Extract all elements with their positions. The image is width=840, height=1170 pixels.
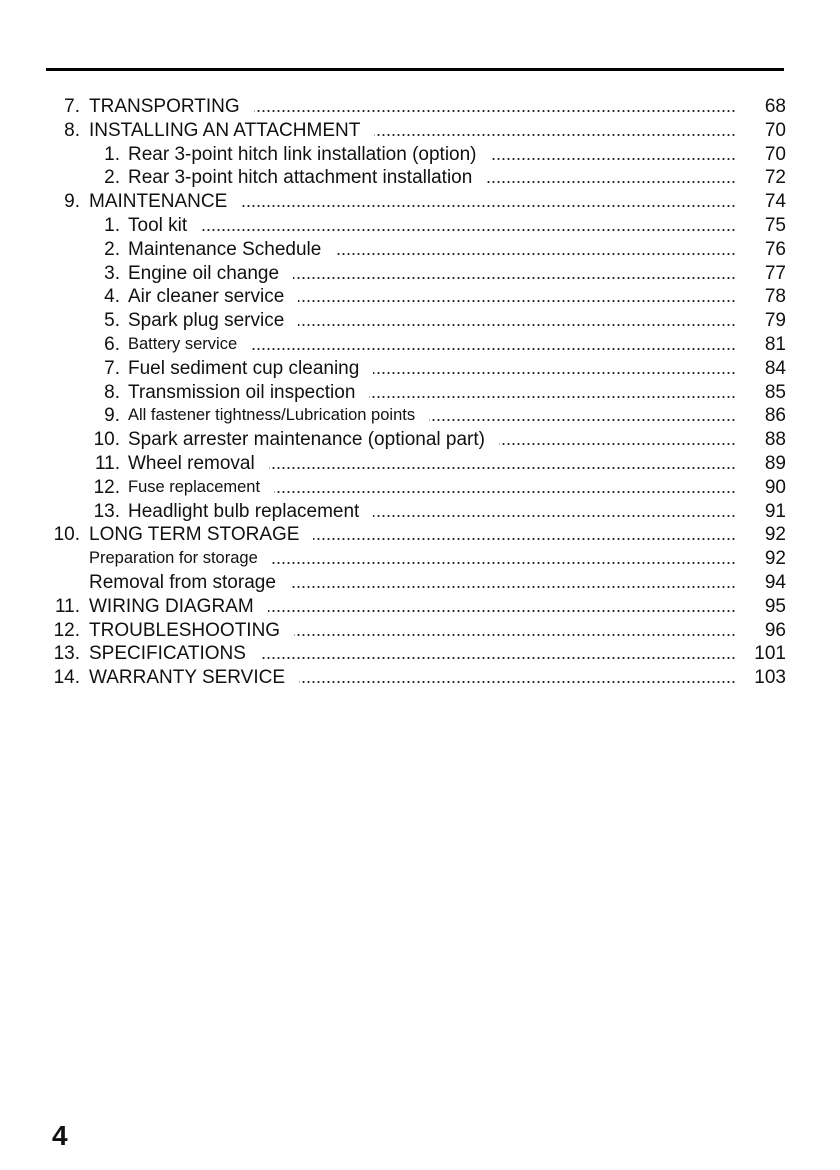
- toc-entry: [0, 333, 840, 357]
- toc-entry-title: All fastener tightness/Lubrication points: [128, 406, 416, 425]
- toc-entry-page: 90: [764, 476, 786, 498]
- dot-leader: [429, 418, 736, 422]
- toc-entry: [0, 428, 840, 452]
- toc-entry-number: 12.: [53, 619, 80, 641]
- toc-entry-title: Wheel removal: [128, 452, 255, 474]
- toc-entry-number: 4.: [104, 286, 120, 308]
- toc-entry-number: 13.: [93, 500, 120, 522]
- toc-entry-title: WIRING DIAGRAM: [89, 595, 254, 617]
- toc-entry-number: 13.: [53, 643, 80, 665]
- dot-leader: [294, 633, 736, 637]
- toc-entry-title: SPECIFICATIONS: [89, 643, 246, 665]
- toc-entry-title: Air cleaner service: [128, 286, 285, 308]
- dot-leader: [268, 609, 736, 613]
- toc-entry: [0, 595, 840, 619]
- dot-leader: [486, 180, 736, 184]
- toc-entry-title: Preparation for storage: [89, 549, 258, 568]
- header-rule: [46, 68, 784, 71]
- toc-entry: [0, 190, 840, 214]
- toc-entry-number: 14.: [53, 667, 80, 689]
- toc-entry-page: 79: [764, 310, 786, 332]
- toc-entry-page: 70: [764, 119, 786, 141]
- toc-entry-page: 103: [754, 667, 786, 689]
- dot-leader: [274, 490, 736, 494]
- dot-leader: [374, 133, 736, 137]
- toc-entry-number: 3.: [104, 262, 120, 284]
- toc-entry-page: 81: [764, 333, 786, 355]
- dot-leader: [272, 561, 736, 565]
- dot-leader: [369, 395, 736, 399]
- toc-entry-title: Transmission oil inspection: [128, 381, 356, 403]
- toc-entry: [0, 547, 840, 571]
- toc-entry-title: Rear 3-point hitch link installation (option): [128, 143, 477, 165]
- dot-leader: [241, 204, 736, 208]
- toc-entry: [0, 262, 840, 286]
- toc-entry-title: Tool kit: [128, 214, 188, 236]
- toc-entry: [0, 619, 840, 643]
- toc-entry: [0, 95, 840, 119]
- toc-entry-number: 11.: [54, 595, 80, 617]
- dot-leader: [254, 109, 736, 113]
- dot-leader: [299, 680, 736, 684]
- toc-entry-title: Spark plug service: [128, 310, 285, 332]
- toc-entry: [0, 119, 840, 143]
- toc-entry-title: TRANSPORTING: [89, 96, 240, 117]
- dot-leader: [298, 299, 736, 303]
- toc-entry: [0, 666, 840, 690]
- dot-leader: [269, 466, 736, 470]
- toc-entry-number: 7.: [104, 357, 120, 379]
- toc-entry-number: 9.: [64, 191, 80, 213]
- page-number: 4: [52, 1120, 68, 1151]
- toc-entry-title: Removal from storage: [89, 571, 276, 593]
- toc-entry: [0, 476, 840, 500]
- toc-entry-page: 78: [764, 286, 786, 308]
- toc-entry: [0, 309, 840, 333]
- toc-entry: [0, 452, 840, 476]
- table-of-contents: [0, 95, 840, 690]
- dot-leader: [298, 323, 736, 327]
- toc-entry: [0, 381, 840, 405]
- dot-leader: [260, 656, 736, 660]
- toc-entry-number: 2.: [104, 167, 120, 189]
- toc-entry-title: Headlight bulb replacement: [128, 500, 360, 522]
- dot-leader: [201, 228, 736, 232]
- dot-leader: [373, 371, 736, 375]
- dot-leader: [290, 585, 736, 589]
- toc-entry: [0, 166, 840, 190]
- toc-entry-page: 89: [764, 452, 786, 474]
- toc-entry: [0, 500, 840, 524]
- toc-entry: [0, 642, 840, 666]
- toc-entry-number: 12.: [93, 476, 120, 498]
- toc-entry-page: 74: [764, 191, 786, 213]
- toc-entry-title: Fuse replacement: [128, 477, 261, 496]
- toc-entry-number: 10.: [93, 429, 120, 451]
- toc-entry: [0, 214, 840, 238]
- toc-entry-page: 94: [764, 571, 786, 593]
- toc-entry-page: 96: [764, 619, 786, 641]
- toc-entry-number: 9.: [104, 405, 120, 427]
- toc-entry-title: TROUBLESHOOTING: [89, 619, 281, 641]
- toc-entry-title: Battery service: [128, 334, 238, 353]
- toc-entry-page: 92: [764, 548, 786, 570]
- toc-entry-number: 1.: [104, 143, 120, 165]
- toc-entry-number: 10.: [53, 524, 80, 546]
- toc-entry-page: 101: [754, 643, 786, 665]
- toc-entry-number: 7.: [64, 96, 80, 117]
- toc-entry-page: 86: [764, 405, 786, 427]
- toc-entry-page: 75: [764, 214, 786, 236]
- dot-leader: [251, 347, 736, 351]
- toc-entry-number: 5.: [104, 310, 120, 332]
- toc-entry-page: 92: [764, 524, 786, 546]
- dot-leader: [491, 157, 736, 161]
- toc-entry-page: 76: [764, 238, 786, 260]
- toc-entry: [0, 523, 840, 547]
- toc-entry-page: 85: [764, 381, 786, 403]
- toc-entry-title: Maintenance Schedule: [128, 238, 322, 260]
- toc-entry-page: 70: [764, 143, 786, 165]
- toc-entry-title: Engine oil change: [128, 262, 280, 284]
- toc-entry-title: LONG TERM STORAGE: [89, 524, 300, 546]
- toc-entry-title: Fuel sediment cup cleaning: [128, 357, 360, 379]
- toc-entry-page: 68: [764, 96, 786, 117]
- toc-entry-page: 88: [764, 429, 786, 451]
- toc-entry-page: 91: [764, 500, 786, 522]
- toc-entry-number: 11.: [94, 452, 120, 474]
- dot-leader: [293, 276, 736, 280]
- toc-entry-title: INSTALLING AN ATTACHMENT: [89, 119, 361, 141]
- toc-entry: [0, 143, 840, 167]
- toc-entry-page: 72: [764, 167, 786, 189]
- toc-entry: [0, 404, 840, 428]
- toc-entry-number: 8.: [104, 381, 120, 403]
- dot-leader: [335, 252, 736, 256]
- toc-entry-page: 95: [764, 595, 786, 617]
- dot-leader: [499, 442, 736, 446]
- toc-entry-page: 84: [764, 357, 786, 379]
- toc-entry-number: 1.: [104, 214, 120, 236]
- toc-entry: [0, 285, 840, 309]
- toc-entry: [0, 238, 840, 262]
- toc-entry-number: 8.: [64, 119, 80, 141]
- toc-entry-title: WARRANTY SERVICE: [89, 667, 286, 689]
- dot-leader: [373, 514, 736, 518]
- dot-leader: [313, 537, 736, 541]
- toc-entry: [0, 571, 840, 595]
- toc-entry-title: Rear 3-point hitch attachment installation: [128, 167, 473, 189]
- toc-entry-title: Spark arrester maintenance (optional part): [128, 429, 485, 451]
- toc-entry-title: MAINTENANCE: [89, 191, 228, 213]
- toc-entry-number: 6.: [104, 333, 120, 355]
- toc-entry-number: 2.: [104, 238, 120, 260]
- toc-entry: [0, 357, 840, 381]
- toc-entry-page: 77: [764, 262, 786, 284]
